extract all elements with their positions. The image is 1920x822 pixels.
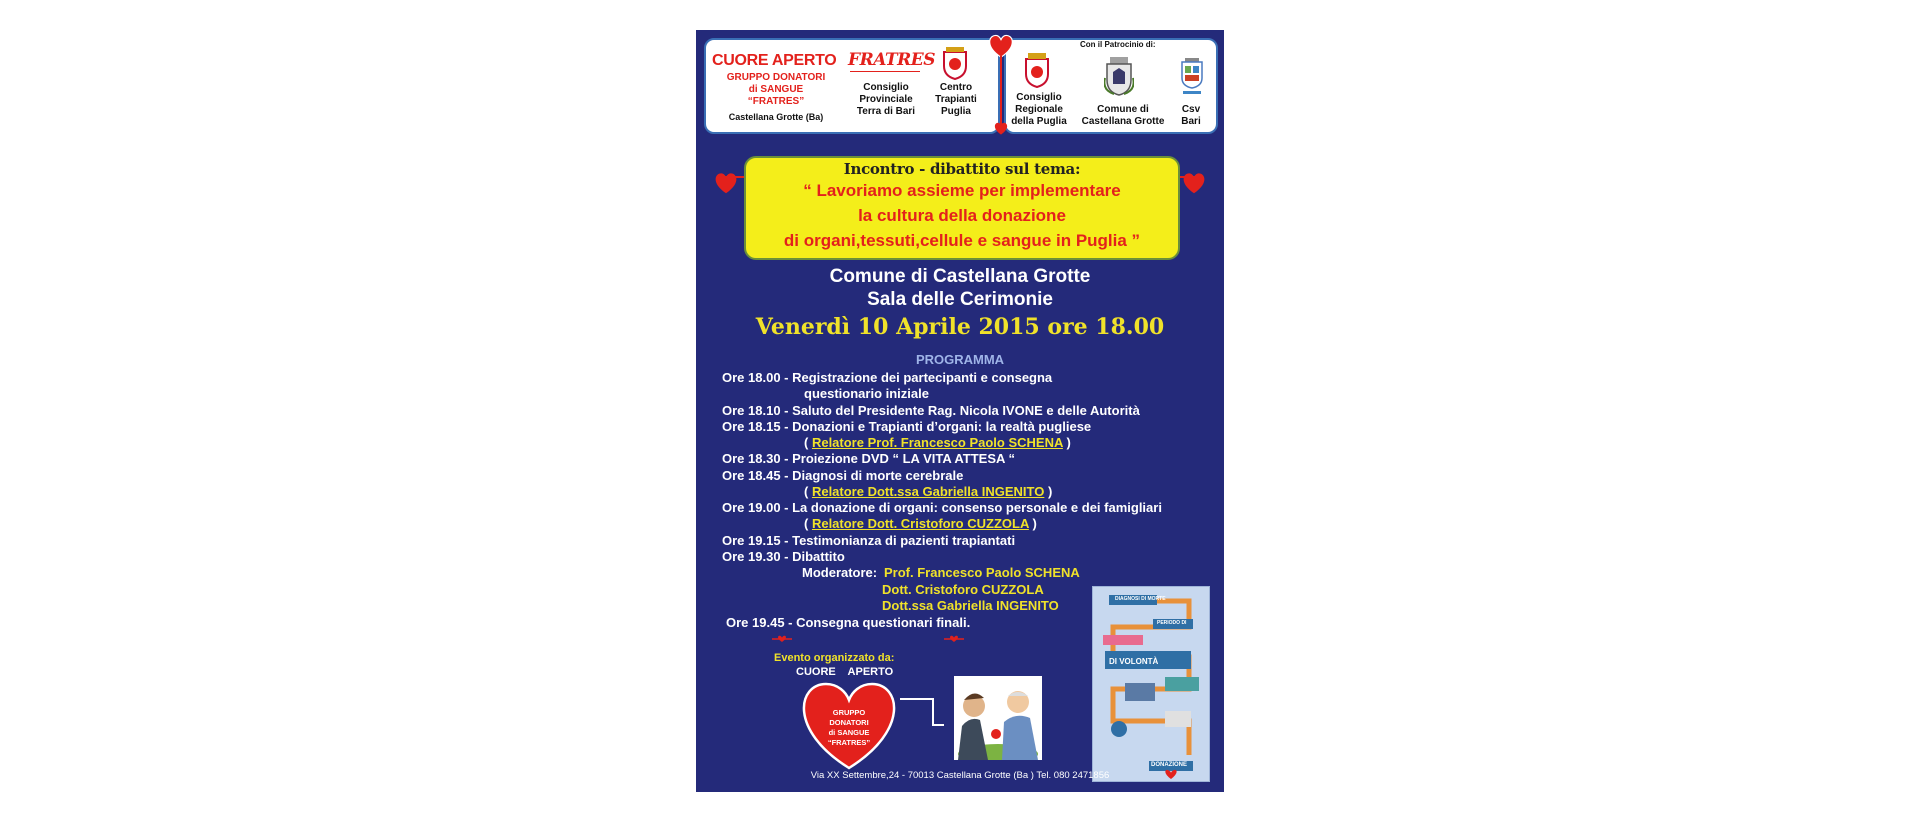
program-row: questionario iniziale <box>804 386 929 401</box>
topic-banner <box>744 156 1180 260</box>
connector-small-heart-icon <box>994 122 1008 135</box>
arrow-heart-left-icon <box>772 634 792 644</box>
relatore-cuzzola: ( Relatore Dott. Cristoforo CUZZOLA ) <box>804 516 1037 531</box>
organizer-name: CUORE APERTO <box>796 666 894 678</box>
heart-connector-h <box>900 698 934 700</box>
fratres-logo: FRATRES <box>848 50 935 70</box>
csv-bari-logo-icon <box>1180 58 1204 98</box>
moderatore-name: Dott.ssa Gabriella INGENITO <box>882 598 1059 613</box>
venue-line-1: Comune di Castellana Grotte <box>829 266 1091 287</box>
event-poster <box>696 30 1224 792</box>
venue-line-2: Sala delle Cerimonie <box>867 289 1053 310</box>
banner-right-heart-icon <box>1182 172 1206 194</box>
consiglio-regionale-label: Consiglio Regionale della Puglia <box>1011 92 1067 127</box>
program-row: Ore 18.15 - Donazioni e Trapianti d’organi: la realtà pugliese <box>722 419 1092 434</box>
infographic-step-3: DI VOLONTÀ <box>1109 657 1159 666</box>
program-row: Ore 18.30 - Proiezione DVD “ LA VITA ATTESA “ <box>722 451 1016 466</box>
donation-illustration <box>954 676 1042 760</box>
arrow-heart-right-icon <box>944 634 964 644</box>
program-row: Ore 18.00 - Registrazione dei partecipanti e consegna <box>722 370 1053 385</box>
connector-line <box>1000 56 1002 128</box>
infographic-step-2: PERIODO DI <box>1157 620 1187 626</box>
org-sub-2: di SANGUE <box>748 84 804 95</box>
csv-bari-label: Csv Bari <box>1181 104 1201 127</box>
moderatore-name: Prof. Francesco Paolo SCHENA <box>884 565 1080 580</box>
footer-address: Via XX Settembre,24 - 70013 Castellana Grotte (Ba ) Tel. 080 2471856 <box>810 770 1110 781</box>
centro-trapianti-crest-icon <box>942 46 968 80</box>
banner-line-2: la cultura della donazione <box>858 206 1066 225</box>
program-row: Ore 19.30 - Dibattito <box>722 549 845 564</box>
banner-line-3: di organi,tessuti,cellule e sangue in Puglia ” <box>783 231 1141 250</box>
banner-left-heart-icon <box>714 172 738 194</box>
infographic-panel <box>1092 586 1210 782</box>
consiglio-regionale-crest-icon <box>1024 52 1050 88</box>
org-location: Castellana Grotte (Ba) <box>728 112 824 122</box>
centro-trapianti-label: Centro Trapianti Puglia <box>935 82 977 117</box>
organizer-label: Evento organizzato da: <box>774 652 895 664</box>
banner-line-1: “ Lavoriamo assieme per implementare <box>803 181 1121 200</box>
relatore-schena-link: Relatore Prof. Francesco Paolo SCHENA <box>811 435 1063 450</box>
patrocinio-label: Con il Patrocinio di: <box>1080 40 1156 49</box>
relatore-ingenito-link: Relatore Dott.ssa Gabriella INGENITO <box>811 484 1045 499</box>
infographic-step-4: DONAZIONE <box>1151 762 1187 768</box>
relatore-ingenito: ( Relatore Dott.ssa Gabriella INGENITO ) <box>804 484 1053 499</box>
moderatore-name: Dott. Cristoforo CUZZOLA <box>882 582 1044 597</box>
org-sub-3: “FRATRES” <box>747 96 805 107</box>
connector-heart-icon <box>988 34 1014 58</box>
comune-label: Comune di Castellana Grotte <box>1081 104 1165 127</box>
program-row: Ore 19.45 - Consegna questionari finali. <box>726 615 971 630</box>
infographic-flow <box>1093 587 1209 781</box>
fratres-underline <box>850 71 920 72</box>
program-row: Ore 19.15 - Testimonianza di pazienti trapiantati <box>722 533 1016 548</box>
program-row: Ore 18.10 - Saluto del Presidente Rag. Nicola IVONE e delle Autorità <box>722 403 1140 418</box>
heart-connector-h2 <box>932 724 944 726</box>
program-row: Ore 18.45 - Diagnosi di morte cerebrale <box>722 468 964 483</box>
infographic-step-1: DIAGNOSI DI MORTE <box>1115 596 1166 602</box>
relatore-schena: ( Relatore Prof. Francesco Paolo SCHENA ) <box>804 435 1071 450</box>
relatore-cuzzola-link: Relatore Dott. Cristoforo CUZZOLA <box>811 516 1029 531</box>
consiglio-provinciale-label: Consiglio Provinciale Terra di Bari <box>856 82 916 117</box>
programma-title: PROGRAMMA <box>915 352 1005 367</box>
org-sub-1: GRUPPO DONATORI <box>726 72 826 83</box>
cuore-aperto-title: CUORE APERTO <box>712 52 837 69</box>
comune-crest-icon <box>1104 56 1134 96</box>
header-right-panel <box>1004 38 1218 134</box>
header-left-panel <box>704 38 1000 134</box>
moderatore-label: Moderatore: <box>802 565 878 580</box>
organizer-heart-text: GRUPPO DONATORI di SANGUE “FRATRES” <box>827 708 871 747</box>
program-row: Ore 19.00 - La donazione di organi: consenso personale e dei famigliari <box>722 500 1162 515</box>
banner-topic: Incontro - dibattito sul tema: <box>843 160 1081 178</box>
event-date: Venerdì 10 Aprile 2015 ore 18.00 <box>755 314 1165 340</box>
heart-connector-v <box>932 698 934 726</box>
